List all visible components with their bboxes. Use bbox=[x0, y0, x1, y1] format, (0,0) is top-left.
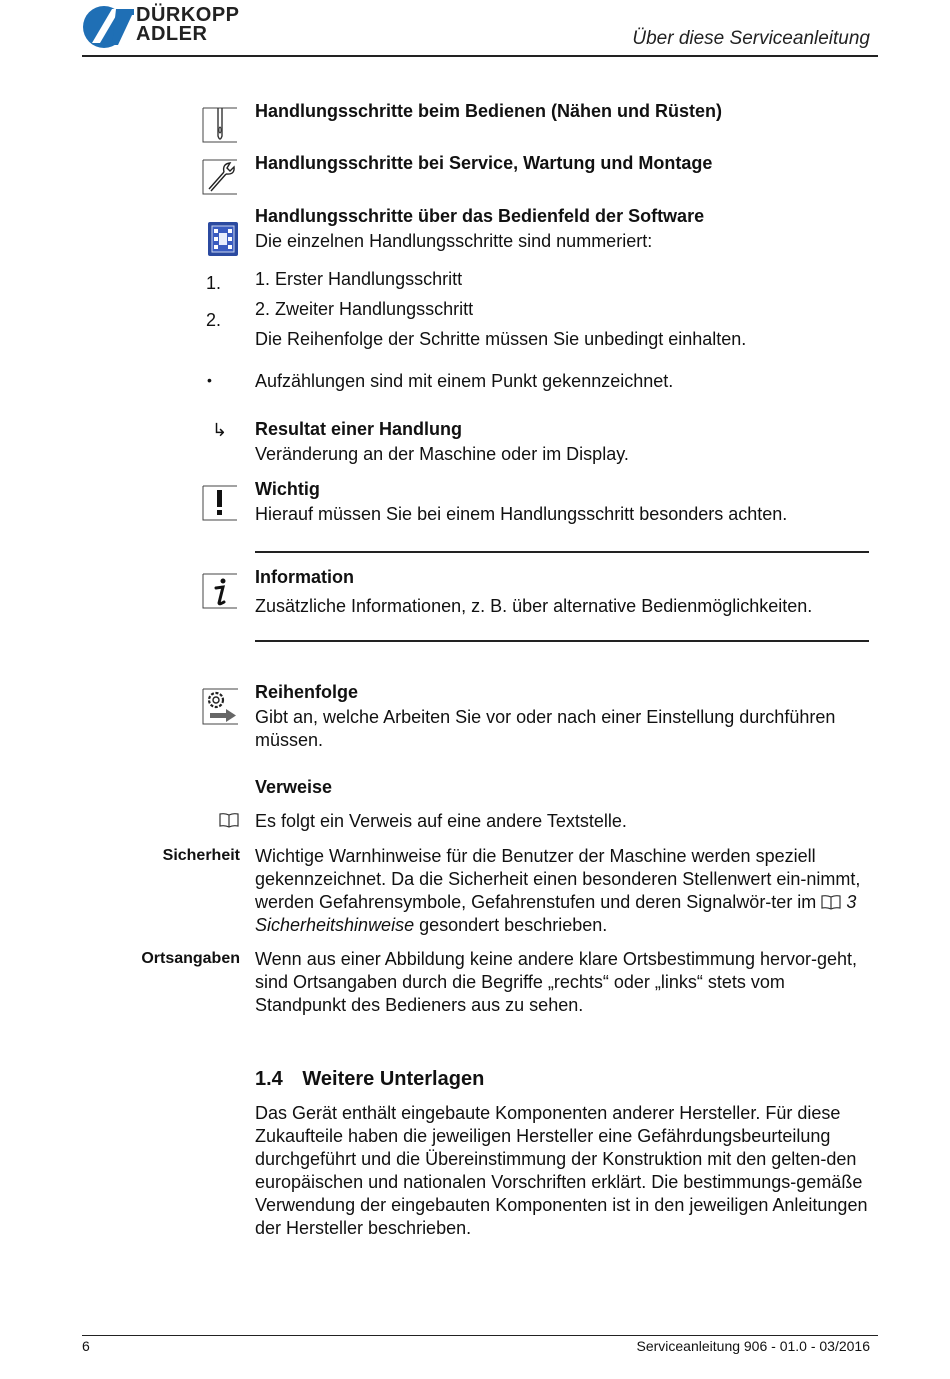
page-number: 6 bbox=[82, 1338, 90, 1354]
steps-note: Die Reihenfolge der Schritte müssen Sie unbedingt einhalten. bbox=[255, 329, 747, 349]
references-title: Verweise bbox=[255, 777, 333, 797]
needle-icon bbox=[202, 106, 238, 144]
important-text: Hierauf müssen Sie bei einem Handlungsschritt besonders achten. bbox=[255, 504, 788, 524]
information-title: Information bbox=[255, 567, 354, 587]
gear-arrow-icon bbox=[202, 688, 240, 726]
brand-name bbox=[136, 6, 240, 44]
result-arrow-icon: ↳ bbox=[212, 420, 228, 440]
safety-label: Sicherheit bbox=[162, 847, 240, 864]
header-divider bbox=[82, 55, 878, 57]
information-text: Zusätzliche Informationen, z. B. über alternative Bedienmöglichkeiten. bbox=[255, 596, 813, 616]
exclamation-icon bbox=[202, 485, 238, 521]
bullets-text: Aufzählungen sind mit einem Punkt gekennzeichnet. bbox=[255, 371, 674, 391]
result-title: Resultat einer Handlung bbox=[255, 419, 463, 439]
wrench-icon bbox=[202, 158, 238, 196]
bullet-marker: • bbox=[207, 372, 212, 388]
footer-divider bbox=[82, 1335, 878, 1336]
header-title: Über diese Serviceanleitung bbox=[632, 28, 870, 49]
control-panel-icon bbox=[207, 221, 239, 257]
references-text: Es folgt ein Verweis auf eine andere Textstelle. bbox=[255, 811, 627, 831]
margin-number-2: 2. bbox=[206, 310, 222, 330]
location-label: Ortsangaben bbox=[141, 950, 240, 967]
operating-steps-title: Handlungsschritte beim Bedienen (Nähen und Rüsten) bbox=[255, 101, 723, 121]
safety-reference-link[interactable]: 3 Sicherheitshinweise bbox=[255, 892, 857, 935]
software-steps-text: Die einzelnen Handlungsschritte sind nummeriert: bbox=[255, 231, 653, 251]
important-title: Wichtig bbox=[255, 479, 320, 499]
info-rule-top bbox=[255, 551, 869, 553]
result-text: Veränderung an der Maschine oder im Display. bbox=[255, 444, 629, 464]
safety-text-before: Wichtige Warnhinweise für die Benutzer der Maschine werden speziell gekennzeichnet. Da die Sicherheit einen besonderen Stellenwert ein-nimmt, werden Gefahrensymbole, Gefahrenstufen und deren Signalwör-ter im bbox=[255, 846, 861, 912]
book-icon bbox=[821, 894, 841, 910]
safety-text bbox=[255, 845, 870, 937]
section-heading bbox=[255, 1068, 484, 1091]
duerkopp-adler-logo bbox=[82, 5, 134, 49]
location-text: Wenn aus einer Abbildung keine andere klare Ortsbestimmung hervor-geht, sind Ortsangaben durch die Begriffe „rechts“ oder „links“ stets vom Standpunkt des Bedieners aus zu sehen. bbox=[255, 949, 858, 1015]
section-title: Weitere Unterlagen bbox=[302, 1068, 485, 1090]
info-rule-bottom bbox=[255, 640, 869, 642]
sequence-title: Reihenfolge bbox=[255, 682, 359, 702]
info-icon bbox=[202, 572, 238, 610]
section-number: 1.4 bbox=[255, 1068, 283, 1090]
footer-document-info: Serviceanleitung 906 - 01.0 - 03/2016 bbox=[636, 1338, 870, 1354]
book-icon bbox=[219, 812, 239, 828]
brand-line-2: ADLER bbox=[136, 23, 208, 45]
margin-number-1: 1. bbox=[206, 273, 222, 293]
sequence-text: Gibt an, welche Arbeiten Sie vor oder nach einer Einstellung durchführen müssen. bbox=[255, 707, 836, 750]
section-text: Das Gerät enthält eingebaute Komponenten anderer Hersteller. Für diese Zukaufteile haben die jeweiligen Hersteller eine Gefährdungsbeurteilung durchgeführt und die Übereinstimmung der Konstruktion mit den gelten-den europäischen und nationalen Vorschriften erklärt. Die bestimmungs-gemäße Verwendung der eingebauten Komponenten ist in den jeweiligen Anleitungen der Hersteller beschrieben. bbox=[255, 1103, 868, 1238]
software-steps-title: Handlungsschritte über das Bedienfeld der Software bbox=[255, 206, 705, 226]
brand-line-1: DÜRKOPP bbox=[136, 4, 240, 26]
step-1: 1. Erster Handlungsschritt bbox=[255, 269, 463, 289]
step-2: 2. Zweiter Handlungsschritt bbox=[255, 299, 474, 319]
service-steps-title: Handlungsschritte bei Service, Wartung und Montage bbox=[255, 153, 713, 173]
safety-text-after: gesondert beschrieben. bbox=[419, 915, 608, 935]
